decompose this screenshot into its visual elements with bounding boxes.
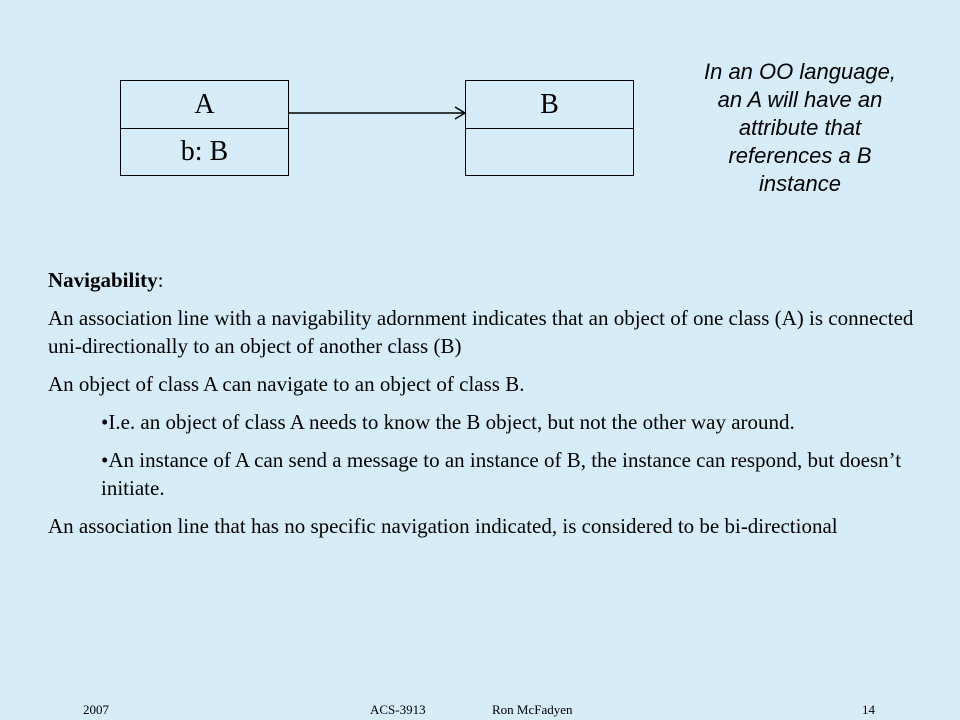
section-heading: Navigability:: [48, 268, 164, 292]
note-line: an A will have an: [717, 87, 883, 112]
footer-year: 2007: [83, 702, 109, 717]
class-a-attribute: b: B: [180, 135, 229, 167]
footer-author: Ron McFadyen: [492, 702, 573, 717]
note-line: references a B: [728, 143, 872, 168]
class-b-name: B: [466, 81, 633, 129]
note-line: instance: [759, 171, 841, 196]
bullet-item: •I.e. an object of class A needs to know the B object, but not the other way around.: [101, 410, 795, 434]
footer-page-number: 14: [862, 702, 875, 717]
paragraph: An association line that has no specific navigation indicated, is considered to be bi-directional: [48, 514, 838, 538]
footer-course: ACS-3913: [370, 702, 426, 717]
slide-body: [48, 266, 928, 550]
bullet-item: •An instance of A can send a message to an instance of B, the instance can respond, but doesn’t initiate.: [101, 448, 902, 500]
class-a-name: A: [121, 81, 288, 129]
note-line: attribute that: [738, 115, 862, 140]
paragraph: An association line with a navigability adornment indicates that an object of one class (A) is connected uni-directionally to an object of another class (B): [48, 306, 914, 358]
annotation-note: [680, 58, 920, 198]
paragraph: An object of class A can navigate to an object of class B.: [48, 372, 525, 396]
note-line: In an OO language,: [703, 59, 897, 84]
